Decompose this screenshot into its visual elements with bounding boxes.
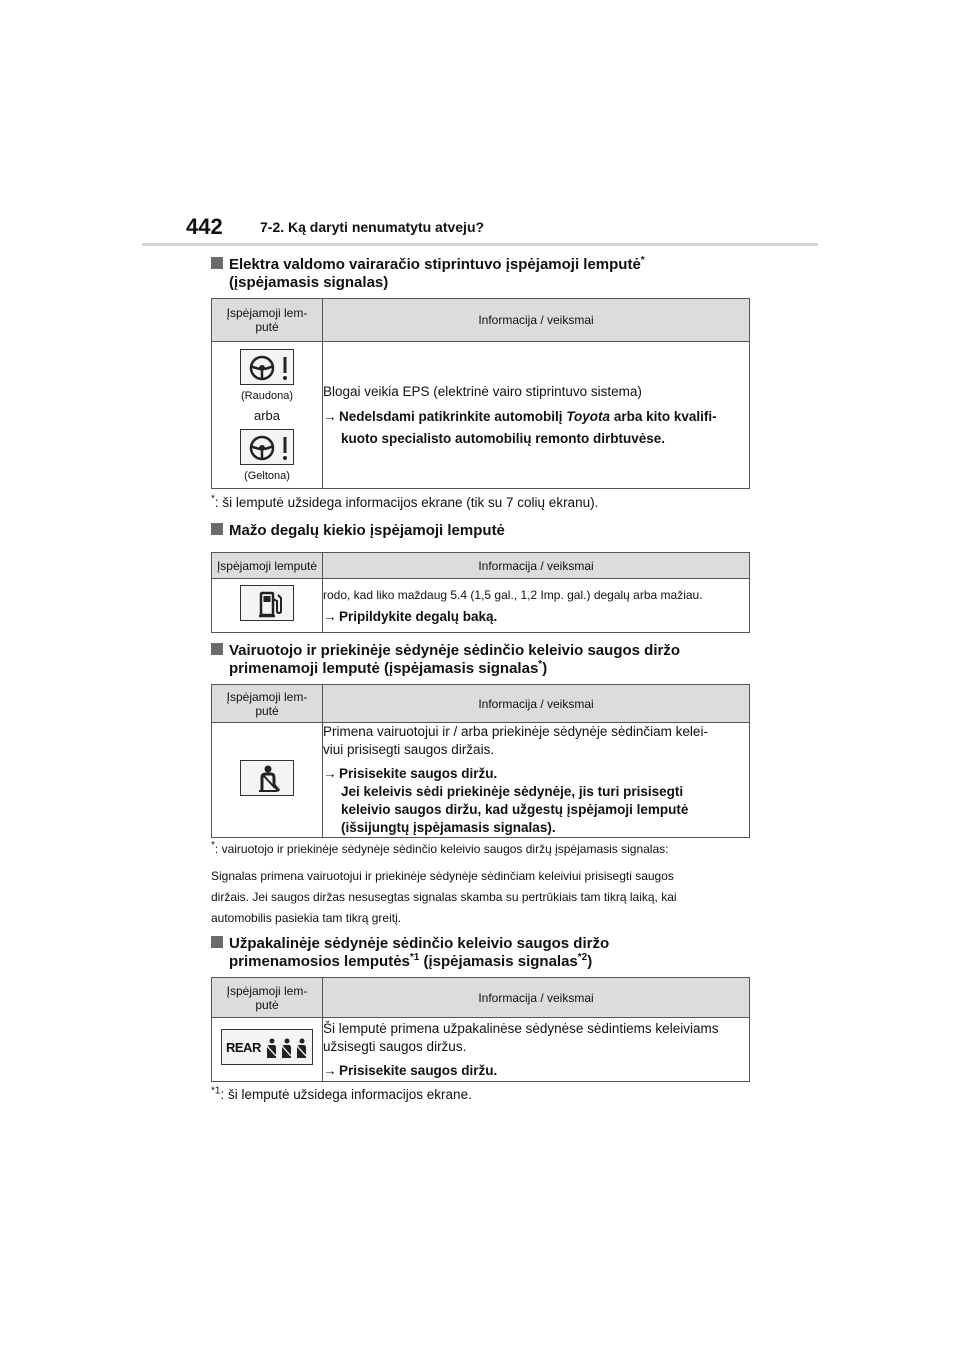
bullet-square-icon [211,936,223,948]
info-text: Blogai veikia EPS (elektrinė vairo stiprintuvo sistema) [323,383,642,399]
action-text: → Pripildykite degalų baką. [323,608,498,624]
col-header-lamp: Įspėjamoji lem- putė [212,978,323,1018]
seatbelt-icon [240,760,294,796]
fuel-warning-table [211,552,750,633]
rear-seatbelt-icon [221,1029,313,1065]
info-text: Ši lemputė primena užpakalinėse sėdynėse sėdintiems keleiviams užsisegti saugos diržus. [323,1020,719,1054]
info-cell [323,723,750,838]
eps-warning-red-icon [240,349,294,385]
arrow-right-icon: → [323,608,337,624]
action-text: → Prisisekite saugos diržu. Jei keleivis sėdi priekinėje sėdynėje, jis turi prisisegti keleivio saugos diržu, kad užgestų įspėjamoji lemputė (išsijungtų įspėjamasis signalas). [323,766,689,835]
table-row [212,342,750,489]
table-row [212,1018,750,1082]
col-header-info: Informacija / veiksmai [323,978,750,1018]
table-row [212,723,750,838]
rear-belt-warning-table [211,977,750,1082]
table-header-row [212,978,750,1018]
table-header-row [212,553,750,579]
bullet-square-icon [211,643,223,655]
front-belt-note: Signalas primena vairuotojui ir priekinėje sėdynėje sėdinčiam keleiviui prisisegti saugos diržais. Jei saugos diržas nesusegtas signalas skamba su pertrūkiais tam tikrą laiką, kai automobilis pasiekia tam tikrą greitį. [211,869,677,925]
arrow-right-icon: → [323,408,337,424]
section-front-belt-heading: Vairuotojo ir priekinėje sėdynėje sėdinčio keleivio saugos diržo primenamoji lemputė (įspėjamasis signalas*) [211,642,680,678]
section-fuel-heading: Mažo degalų kiekio įspėjamoji lemputė [211,522,505,540]
action-text: → Prisisekite saugos diržu. [323,1062,498,1078]
lamp-cell [212,1018,323,1082]
section-rear-belt-heading: Užpakalinėje sėdynėje sėdinčio keleivio saugos diržo primenamosios lemputės$^{*1}$ (įspėjamasis signalas$^{*2}$) [211,935,609,971]
bullet-square-icon [211,257,223,269]
info-cell [323,579,750,633]
front-belt-warning-table [211,684,750,838]
col-header-info: Informacija / veiksmai [323,685,750,723]
rear-lamp-label: REAR [226,1040,261,1055]
eps-warning-table [211,298,750,489]
chapter-title: 7-2. Ką daryti nenumatytu atveju? [260,219,485,235]
header-divider [142,243,818,246]
info-text: Primena vairuotojui ir / arba priekinėje sėdynėje sėdinčiam kelei- viui prisisegti saugos diržais. [323,724,708,757]
eps-warning-yellow-icon [240,429,294,465]
col-header-info: Informacija / veiksmai [323,553,750,579]
bullet-square-icon [211,523,223,535]
footnote-front-belt: *: vairuotojo ir priekinėje sėdynėje sėdinčio keleivio saugos diržų įspėjamasis signalas: [211,840,669,856]
info-cell [323,1018,750,1082]
lamp-yellow-caption: (Geltona) [244,469,290,482]
lamp-cell [212,579,323,633]
action-text: → Nedelsdami patikrinkite automobilį Toyota arba kito kvalifi- [323,408,717,424]
arrow-right-icon: → [323,1062,337,1078]
footnote-rear-belt: $^{*1}$: ši lemputė užsidega informacijos ekrane. [211,1085,472,1102]
table-row [212,579,750,633]
fuel-pump-icon [240,585,294,621]
arrow-right-icon: → [323,766,337,781]
footnote-eps: *: ši lemputė užsidega informacijos ekrane (tik su 7 colių ekranu). [211,493,599,510]
lamp-cell [212,342,323,489]
info-cell: Blogai veikia EPS (elektrinė vairo stiprintuvo sistema) → Nedelsdami patikrinkite automobilį Toyota arba kito kvalifi- kuoto specialisto automobilių remonto dirbtuvėse. [323,342,750,489]
table-header-row [212,685,750,723]
col-header-lamp: Įspėjamoji lemputė [212,553,323,579]
lamp-cell [212,723,323,838]
info-text: rodo, kad liko maždaug 5.4 (1,5 gal., 1,2 Imp. gal.) degalų arba mažiau. [323,587,703,602]
table-header-row [212,299,750,342]
col-header-lamp: Įspėjamoji lem- putė [212,685,323,723]
col-header-lamp: Įspėjamoji lem- putė [212,299,323,342]
page-number: 442 [186,214,223,239]
or-text: arba [253,407,281,423]
lamp-red-caption: (Raudona) [241,389,293,402]
col-header-info: Informacija / veiksmai [323,299,750,342]
section-eps-heading: Elektra valdomo vairaračio stiprintuvo įspėjamoji lemputė* (įspėjamasis signalas) [211,256,645,292]
